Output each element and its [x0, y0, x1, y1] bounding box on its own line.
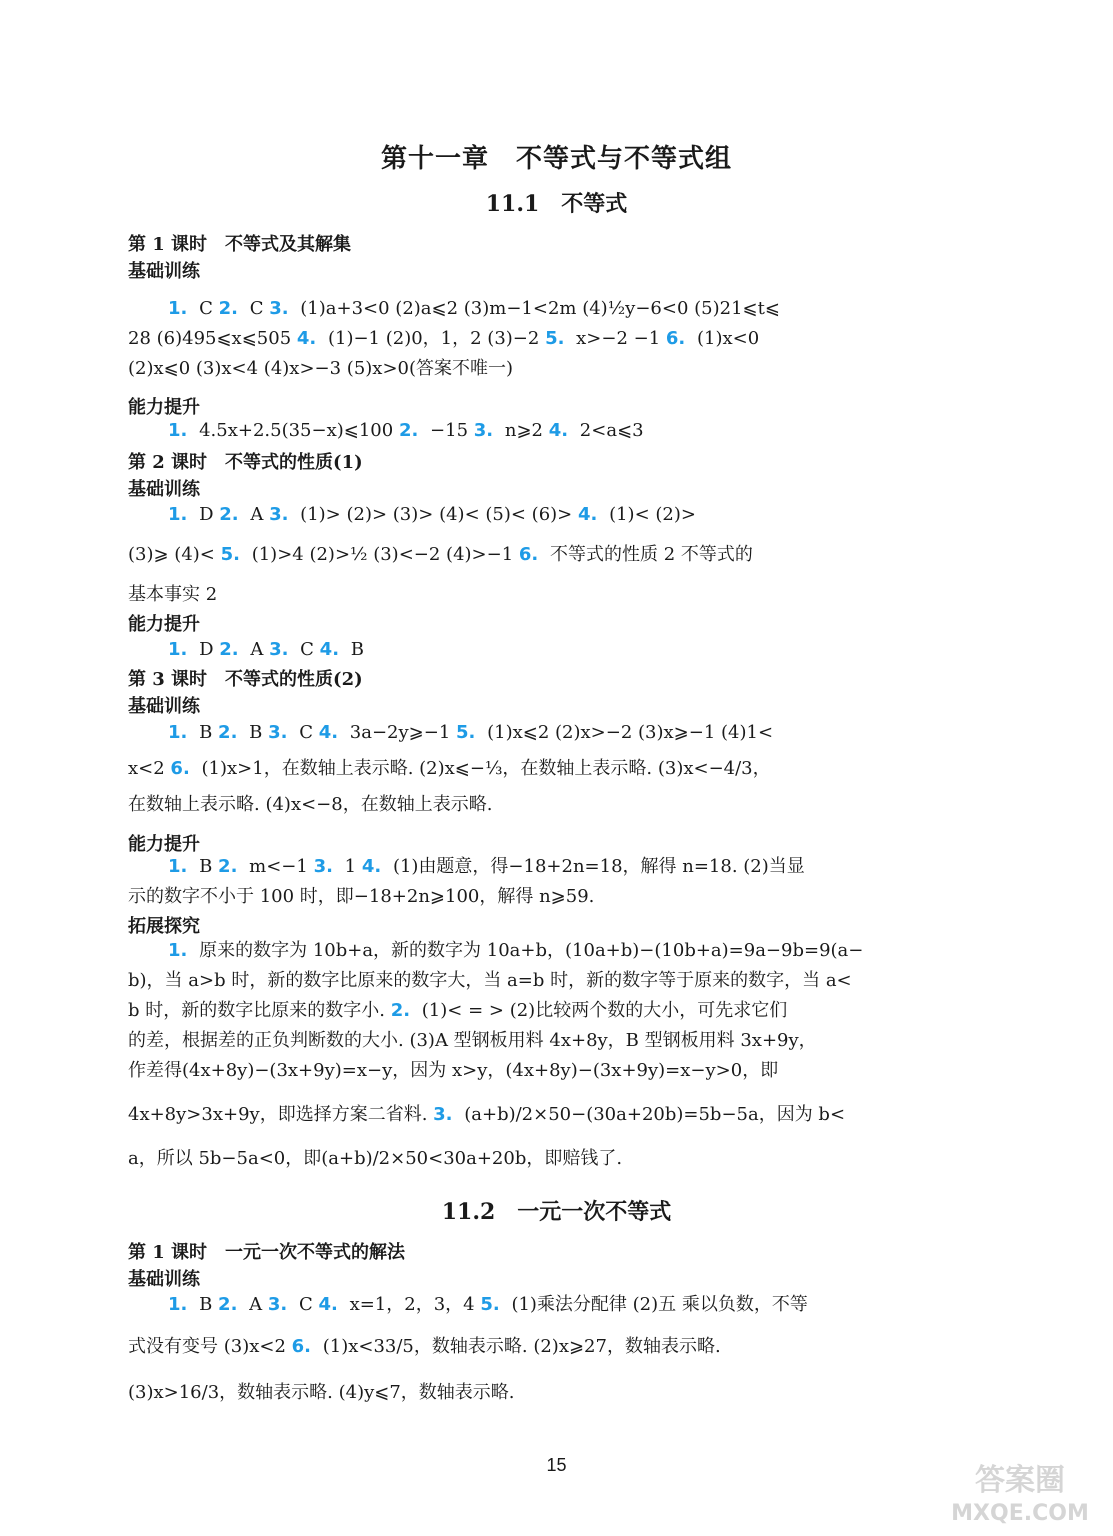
- chapter-title: 第十一章 不等式与不等式组: [380, 144, 732, 174]
- answer-block: [128, 936, 988, 1174]
- answer-line: 1. B 2. A 3. C 4. x=1，2，3，4 5. (1)乘法分配律 (2)五 乘以负数，不等: [168, 1294, 808, 1315]
- question-number: 2.: [390, 1000, 411, 1021]
- question-number: 2.: [219, 504, 239, 525]
- question-number: 4.: [577, 504, 598, 525]
- subheading-ability: 能力提升: [128, 614, 200, 635]
- answer-line: 1. D 2. A 3. (1)> (2)> (3)> (4)< (5)< (6)> 4. (1)< (2)>: [168, 504, 696, 525]
- answer-line: a，所以 5b−5a<0，即(a+b)/2×50<30a+20b，即赔钱了.: [128, 1148, 623, 1169]
- question-number: 2.: [219, 639, 239, 660]
- subheading-explore: 拓展探究: [128, 916, 200, 937]
- question-number: 2.: [218, 856, 238, 877]
- question-number: 1.: [168, 420, 188, 441]
- answer-line: b 时，新的数字比原来的数字小. 2. (1)< = > (2)比较两个数的大小，可先求它们: [128, 1000, 788, 1021]
- subheading-ability: 能力提升: [128, 834, 200, 855]
- lesson-title: 第 1 课时 不等式及其解集: [128, 234, 352, 255]
- question-number: 5.: [456, 722, 476, 743]
- question-number: 4.: [548, 420, 569, 441]
- page-number: 15: [546, 1455, 567, 1475]
- answer-line: x<2 6. (1)x>1，在数轴上表示略. (2)x⩽−⅓，在数轴上表示略. (3)x<−4/3，: [128, 758, 771, 779]
- question-number: 1.: [168, 504, 188, 525]
- answer-line: 式没有变号 (3)x<2 6. (1)x<33/5，数轴表示略. (2)x⩾27，数轴表示略.: [128, 1336, 721, 1357]
- question-number: 3.: [269, 639, 289, 660]
- answer-line: 的差，根据差的正负判断数的大小. (3)A 型钢板用料 4x+8y，B 型钢板用料 3x+9y，: [128, 1030, 817, 1051]
- question-number: 3.: [473, 420, 494, 441]
- watermark-url: MXQE.COM: [951, 1501, 1089, 1526]
- question-number: 1.: [168, 298, 188, 319]
- lesson-title: 第 2 课时 不等式的性质(1): [128, 452, 363, 473]
- question-number: 6.: [291, 1336, 312, 1357]
- subheading-basic: 基础训练: [128, 261, 200, 282]
- question-number: 1.: [168, 940, 188, 961]
- lesson-title: 第 3 课时 不等式的性质(2): [128, 669, 363, 690]
- answer-line: b)，当 a>b 时，新的数字比原来的数字大，当 a=b 时，新的数字等于原来的数字，当 a<: [128, 970, 852, 991]
- answer-line: 28 (6)495⩽x⩽505 4. (1)−1 (2)0，1，2 (3)−2 5. x>−2 −1 6. (1)x<0: [128, 328, 760, 349]
- answer-block: [128, 294, 988, 384]
- section-title-11-2: 11.2 一元一次不等式: [441, 1199, 672, 1225]
- subheading-ability: 能力提升: [128, 397, 200, 418]
- answer-block: [128, 718, 988, 820]
- answer-line: 1. C 2. C 3. (1)a+3<0 (2)a⩽2 (3)m−1<2m (4)½y−6<0 (5)21⩽t⩽: [168, 298, 780, 319]
- question-number: 6.: [170, 758, 190, 779]
- question-number: 3.: [269, 298, 289, 319]
- subheading-basic: 基础训练: [128, 696, 200, 717]
- section-title-11-1: 11.1 不等式: [485, 191, 628, 217]
- answer-block: [128, 635, 988, 665]
- question-number: 3.: [433, 1104, 453, 1125]
- question-number: 6.: [518, 544, 539, 565]
- answer-line: 1. D 2. A 3. C 4. B: [168, 639, 364, 660]
- question-number: 5.: [480, 1294, 500, 1315]
- question-number: 4.: [318, 1294, 338, 1315]
- question-number: 1.: [168, 722, 188, 743]
- question-number: 1.: [168, 856, 188, 877]
- question-number: 1.: [168, 639, 188, 660]
- answer-block: [128, 852, 988, 912]
- answer-line: 在数轴上表示略. (4)x<−8，在数轴上表示略.: [128, 794, 493, 815]
- question-number: 2.: [218, 722, 238, 743]
- subheading-basic: 基础训练: [128, 1269, 200, 1290]
- answer-block: [128, 1290, 988, 1408]
- question-number: 2.: [218, 1294, 238, 1315]
- answer-line: 作差得(4x+8y)−(3x+9y)=x−y，因为 x>y，(4x+8y)−(3x+9y)=x−y>0，即: [128, 1060, 779, 1081]
- answer-line: (3)⩾ (4)< 5. (1)>4 (2)>½ (3)<−2 (4)>−1 6. 不等式的性质 2 不等式的: [128, 544, 753, 565]
- question-number: 6.: [665, 328, 686, 349]
- question-number: 3.: [269, 504, 289, 525]
- question-number: 1.: [168, 1294, 188, 1315]
- question-number: 4.: [318, 722, 339, 743]
- question-number: 4.: [319, 639, 340, 660]
- answer-line: 基本事实 2: [128, 584, 218, 605]
- watermark-logo: [945, 1458, 1095, 1528]
- question-number: 5.: [545, 328, 565, 349]
- answer-line: 1. 4.5x+2.5(35−x)⩽100 2. −15 3. n⩾2 4. 2<a⩽3: [168, 420, 644, 441]
- question-number: 4.: [361, 856, 382, 877]
- lesson-title: 第 1 课时 一元一次不等式的解法: [128, 1242, 406, 1263]
- question-number: 2.: [218, 298, 238, 319]
- answer-line: 1. B 2. B 3. C 4. 3a−2y⩾−1 5. (1)x⩽2 (2)x>−2 (3)x⩾−1 (4)1<: [168, 722, 774, 743]
- answer-line: (2)x⩽0 (3)x<4 (4)x>−3 (5)x>0(答案不唯一): [128, 358, 514, 379]
- answer-line: (3)x>16/3，数轴表示略. (4)y⩽7，数轴表示略.: [128, 1382, 515, 1403]
- answer-line: 示的数字不小于 100 时，即−18+2n⩾100，解得 n⩾59.: [128, 886, 595, 907]
- question-number: 3.: [313, 856, 333, 877]
- question-number: 3.: [268, 722, 288, 743]
- question-number: 5.: [220, 544, 240, 565]
- answer-block: [128, 416, 988, 446]
- answer-line: 1. 原来的数字为 10b+a，新的数字为 10a+b，(10a+b)−(10b+a)=9a−9b=9(a−: [168, 940, 864, 961]
- watermark-text: 答案圈: [975, 1463, 1065, 1498]
- subheading-basic: 基础训练: [128, 479, 200, 500]
- answer-line: 1. B 2. m<−1 3. 1 4. (1)由题意，得−18+2n=18，解得 n=18. (2)当显: [168, 856, 805, 877]
- question-number: 3.: [267, 1294, 288, 1315]
- question-number: 2.: [398, 420, 419, 441]
- answer-line: 4x+8y>3x+9y，即选择方案二省料. 3. (a+b)/2×50−(30a+20b)=5b−5a，因为 b<: [128, 1104, 846, 1125]
- question-number: 4.: [296, 328, 317, 349]
- answer-block: [128, 500, 988, 610]
